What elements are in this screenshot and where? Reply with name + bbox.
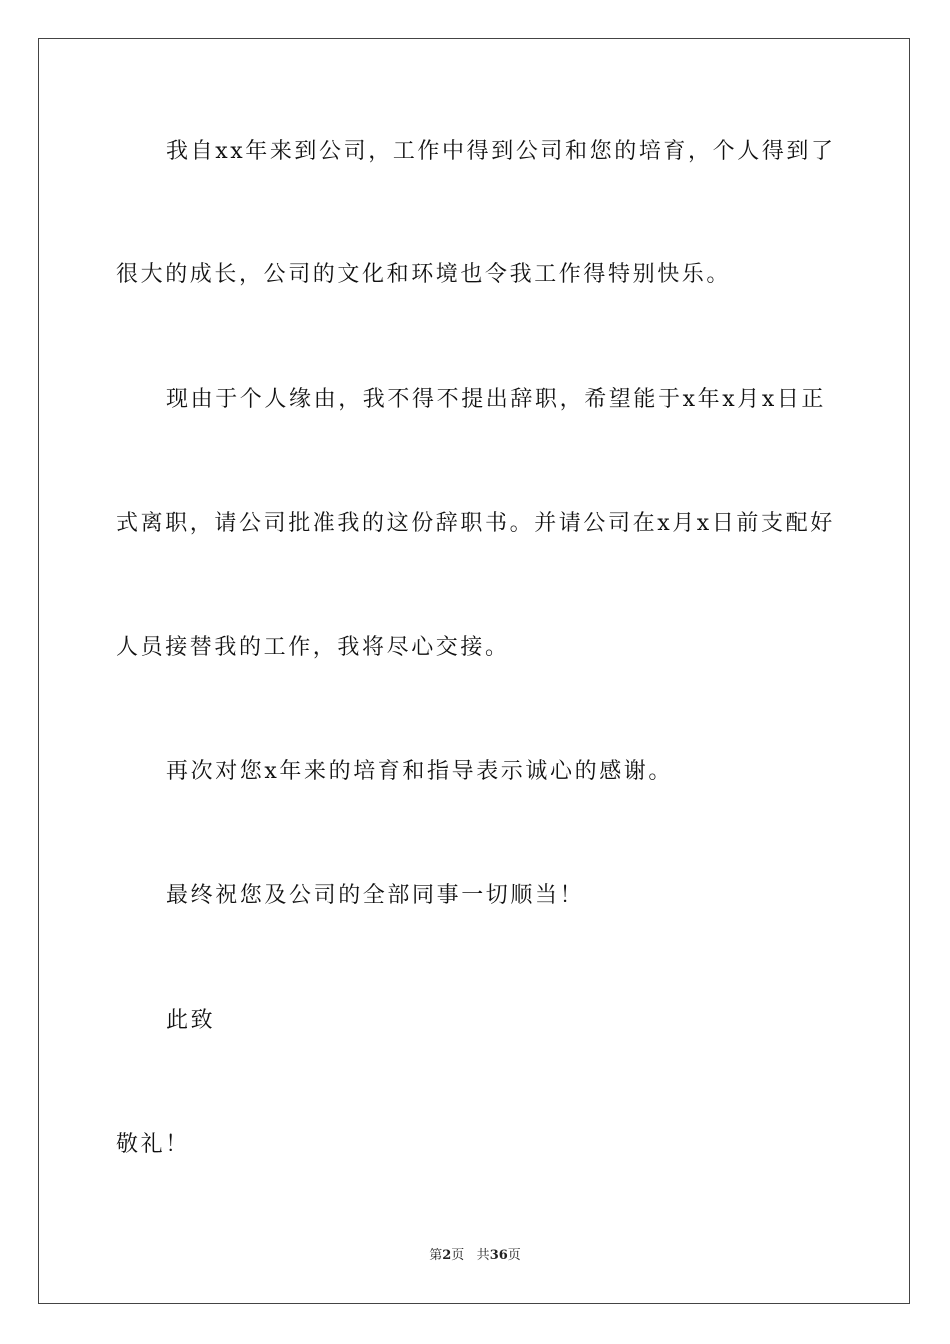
footer-total-prefix: 共	[476, 1248, 490, 1263]
footer-total-pages: 36	[489, 1248, 508, 1263]
body-line-6: 再次对您x年来的培育和指导表示诚心的感谢。	[166, 759, 674, 784]
closing-line: 此致	[166, 1008, 216, 1033]
footer-page-suffix: 页	[451, 1248, 465, 1263]
page-footer	[0, 1248, 950, 1264]
body-line-7: 最终祝您及公司的全部同事一切顺当！	[166, 883, 585, 908]
page-border	[38, 38, 910, 1304]
footer-prefix: 第	[429, 1248, 443, 1263]
salutation-line: 敬礼！	[116, 1132, 190, 1157]
body-line-2: 很大的成长，公司的文化和环境也令我工作得特别快乐。	[116, 262, 732, 287]
body-line-3: 现由于个人缘由，我不得不提出辞职，希望能于x年x月x日正	[166, 387, 827, 412]
body-line-5: 人员接替我的工作，我将尽心交接。	[116, 635, 510, 660]
footer-page-number: 2	[442, 1248, 452, 1263]
body-line-4: 式离职，请公司批准我的这份辞职书。并请公司在x月x日前支配好	[116, 511, 835, 536]
footer-total-suffix: 页	[507, 1248, 521, 1263]
body-line-1: 我自xx年来到公司，工作中得到公司和您的培育，个人得到了	[166, 139, 836, 164]
